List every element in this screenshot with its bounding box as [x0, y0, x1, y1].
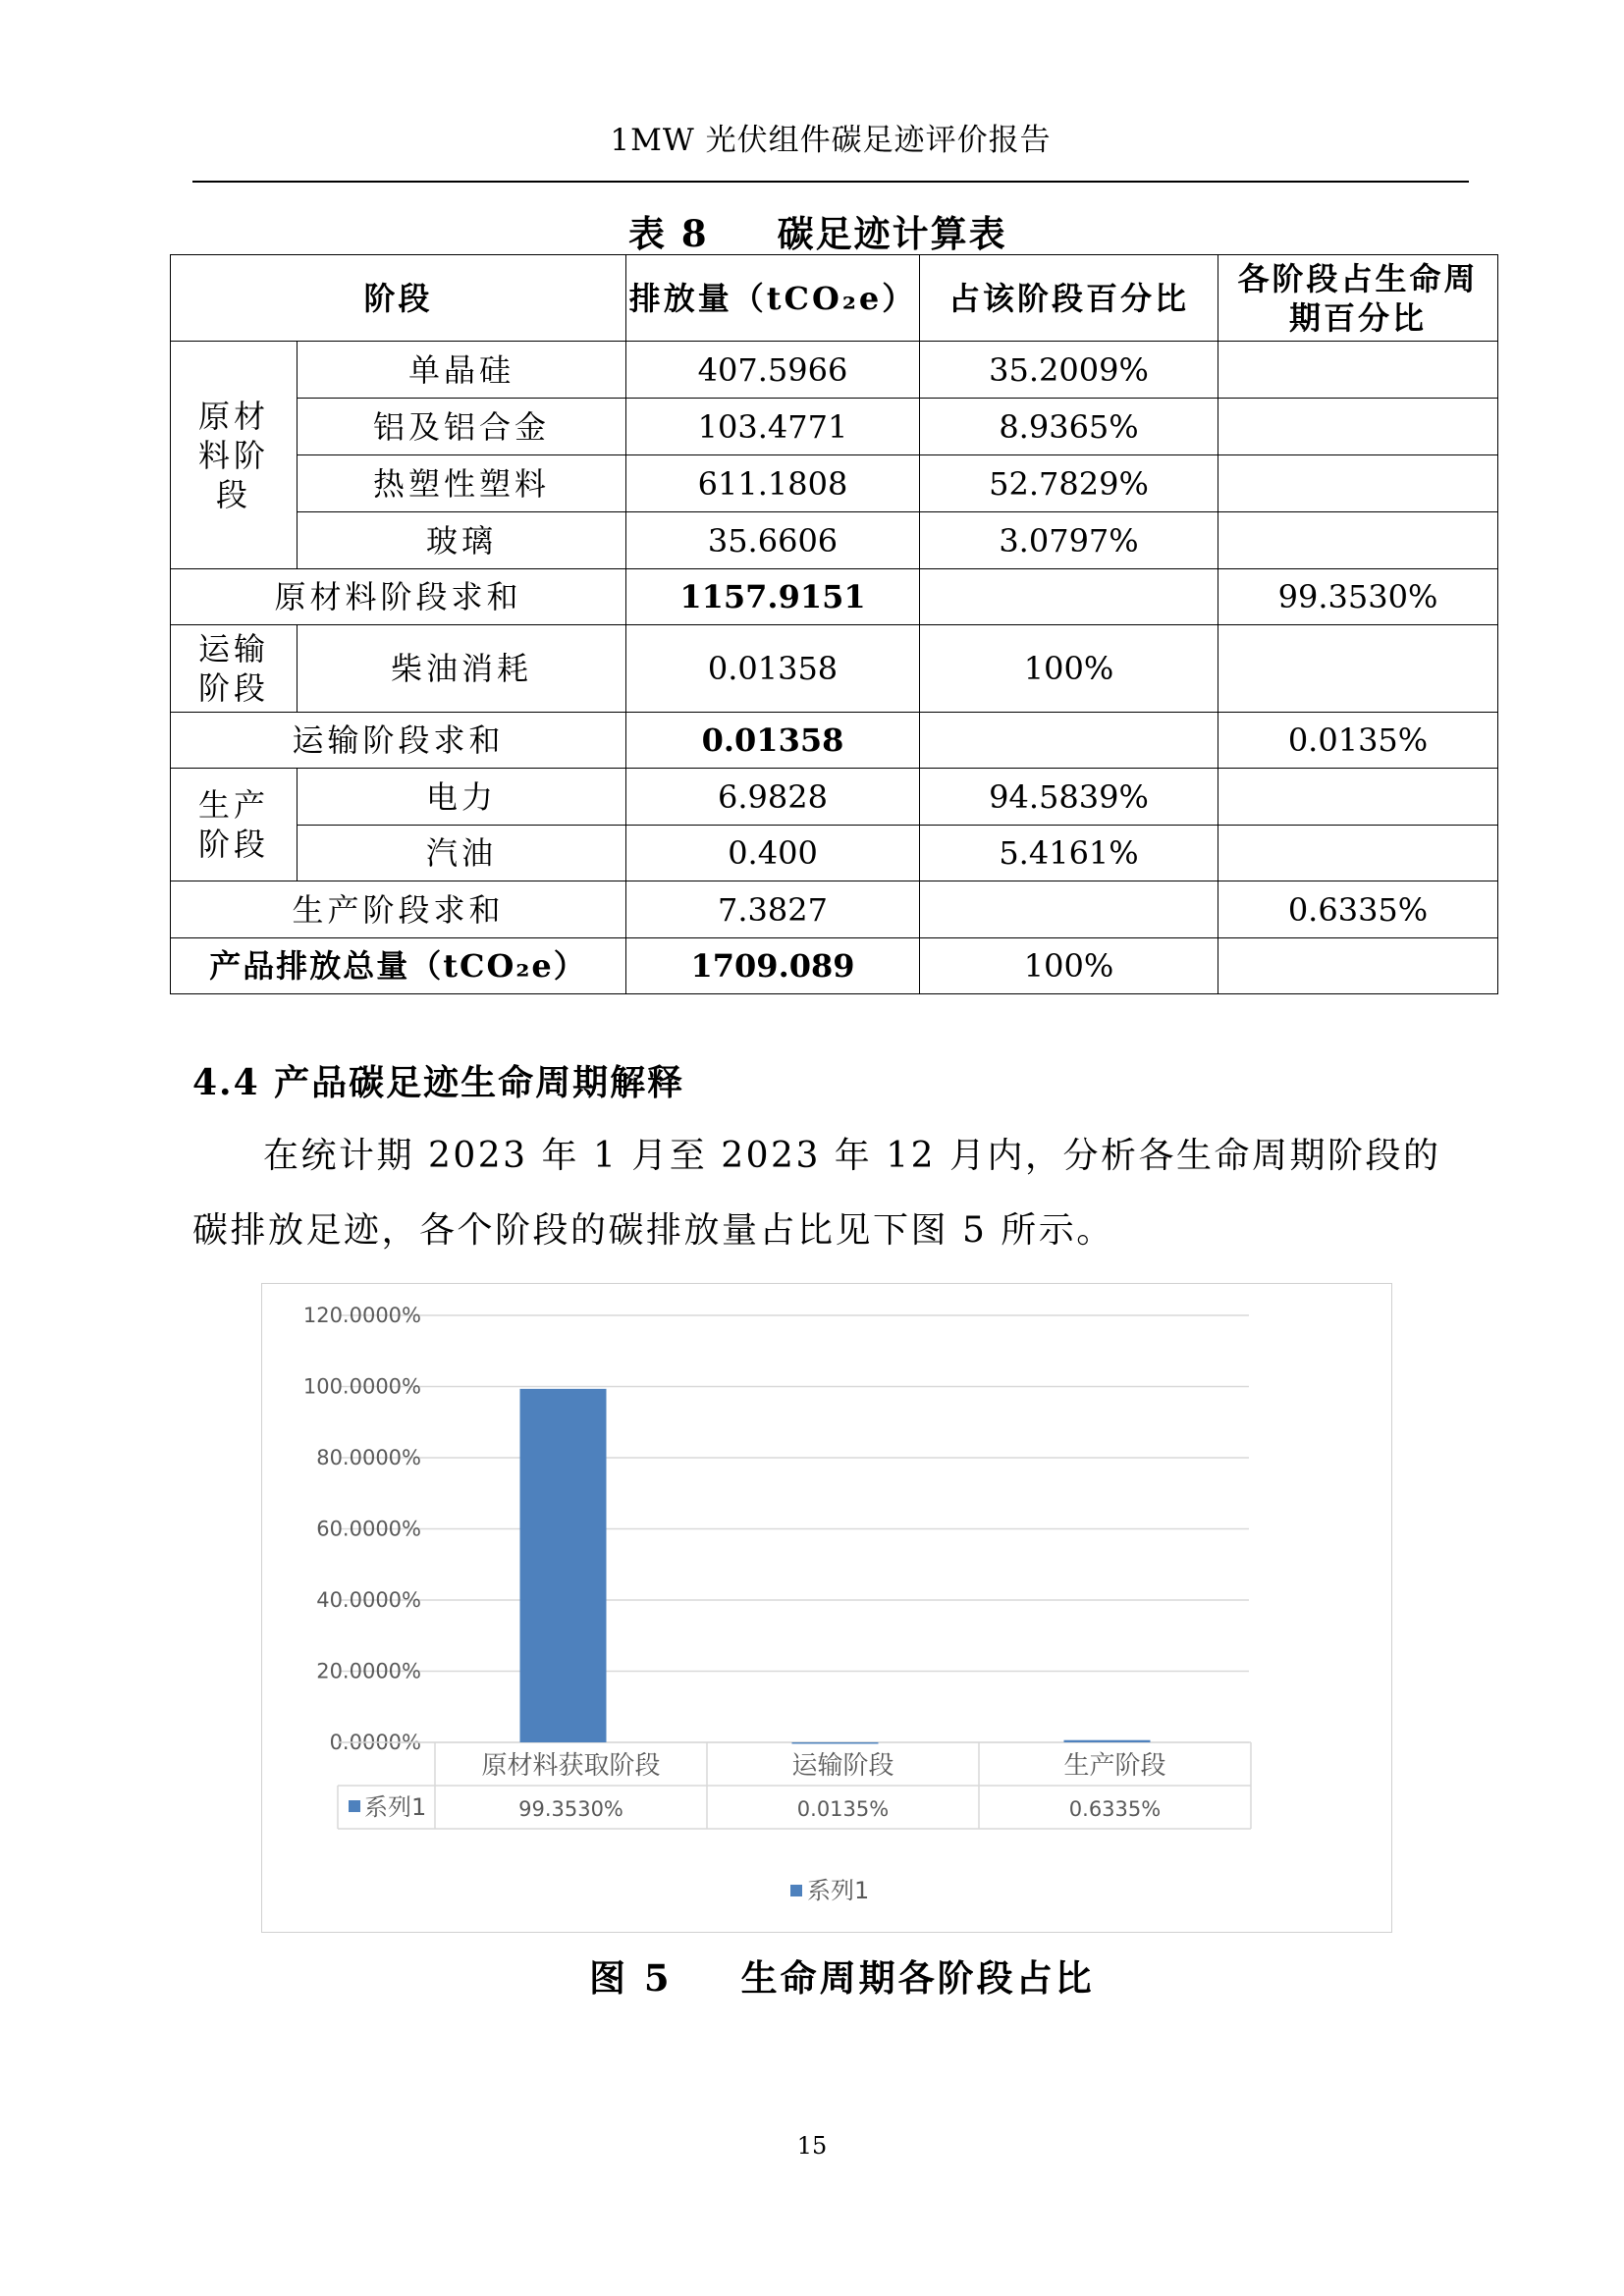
row-lifecycle [1218, 769, 1498, 826]
row-lifecycle [1218, 342, 1498, 399]
row-emission: 35.6606 [626, 512, 920, 569]
subtotal-emission: 1157.9151 [626, 569, 920, 625]
x-category-label: 原材料获取阶段 [481, 1751, 661, 1781]
row-share: 94.5839% [920, 769, 1218, 826]
header-stage: 阶段 [171, 255, 626, 342]
y-tick-label: 120.0000% [302, 1304, 421, 1327]
transport-group-label: 运输 阶段 [171, 625, 298, 713]
subtotal-lifecycle: 0.0135% [1218, 713, 1498, 769]
row-emission: 103.4771 [626, 399, 920, 455]
row-share: 8.9365% [920, 399, 1218, 455]
y-tick-label: 80.0000% [316, 1446, 421, 1469]
legend-label: 系列1 [807, 1877, 870, 1904]
running-header: 1MW 光伏组件碳足迹评价报告 [610, 123, 1052, 158]
header-share-in-stage: 占该阶段百分比 [920, 255, 1218, 342]
row-lifecycle [1218, 399, 1498, 455]
row-share: 52.7829% [920, 455, 1218, 512]
row-emission: 6.9828 [626, 769, 920, 826]
body-paragraph: 在统计期 2023 年 1 月至 2023 年 12 月内，分析各生命周期阶段的碳排放足迹，各个阶段的碳排放量占比见下图 5 所示。 [192, 1136, 1441, 1251]
table-caption-title: 碳足迹计算表 [777, 212, 1007, 255]
subtotal-emission: 7.3827 [626, 881, 920, 938]
row-lifecycle [1218, 512, 1498, 569]
y-tick-label: 0.0000% [329, 1731, 421, 1754]
row-lifecycle [1218, 625, 1498, 713]
y-tick-label: 20.0000% [316, 1659, 421, 1683]
total-share: 100% [920, 938, 1218, 994]
subtotal-lifecycle: 99.3530% [1218, 569, 1498, 625]
subtotal-label: 生产阶段求和 [171, 881, 626, 938]
header-share-in-lifecycle-line1: 各阶段占生命周 [1237, 259, 1479, 297]
subtotal-row-raw-material [171, 569, 1498, 625]
raw-material-group-label: 原材 料阶 段 [171, 342, 298, 569]
carbon-footprint-table [170, 254, 1498, 994]
subtotal-lifecycle: 0.6335% [1218, 881, 1498, 938]
total-lifecycle [1218, 938, 1498, 994]
legend-swatch [790, 1885, 802, 1896]
table-caption-label: 表 8 [628, 212, 709, 255]
row-item: 单晶硅 [298, 342, 626, 399]
bar [792, 1742, 879, 1744]
table-row [171, 342, 1498, 399]
subtotal-label: 原材料阶段求和 [171, 569, 626, 625]
table-header-row [171, 255, 1498, 342]
table-row [171, 455, 1498, 512]
y-tick-label: 40.0000% [316, 1588, 421, 1612]
row-item: 热塑性塑料 [298, 455, 626, 512]
row-share: 3.0797% [920, 512, 1218, 569]
row-emission: 0.01358 [626, 625, 920, 713]
table-row [171, 399, 1498, 455]
row-lifecycle [1218, 826, 1498, 881]
table-row [171, 826, 1498, 881]
production-group-label: 生产 阶段 [171, 769, 298, 881]
bar [520, 1389, 607, 1742]
header-share-in-lifecycle [1218, 255, 1498, 342]
row-item: 柴油消耗 [298, 625, 626, 713]
subtotal-emission: 0.01358 [626, 713, 920, 769]
row-item: 玻璃 [298, 512, 626, 569]
table-caption [628, 204, 1007, 257]
row-item: 铝及铝合金 [298, 399, 626, 455]
total-row [171, 938, 1498, 994]
header-rule [192, 181, 1469, 183]
table-row [171, 769, 1498, 826]
total-emission: 1709.089 [626, 938, 920, 994]
subtotal-share [920, 713, 1218, 769]
table-row [171, 512, 1498, 569]
data-value-label: 0.0135% [796, 1797, 890, 1821]
row-emission: 407.5966 [626, 342, 920, 399]
subtotal-share [920, 569, 1218, 625]
row-item: 电力 [298, 769, 626, 826]
page-number: 15 [796, 2132, 828, 2160]
bar [1064, 1740, 1151, 1742]
data-value-label: 99.3530% [518, 1797, 623, 1821]
stage-share-chart [261, 1283, 1392, 1933]
x-category-label: 运输阶段 [791, 1751, 894, 1781]
row-share: 100% [920, 625, 1218, 713]
figure-caption [589, 1949, 1095, 2002]
x-category-label: 生产阶段 [1063, 1751, 1166, 1781]
row-emission: 611.1808 [626, 455, 920, 512]
row-share: 5.4161% [920, 826, 1218, 881]
subtotal-share [920, 881, 1218, 938]
row-item: 汽油 [298, 826, 626, 881]
subtotal-row-production [171, 881, 1498, 938]
row-lifecycle [1218, 455, 1498, 512]
y-tick-label: 60.0000% [316, 1517, 421, 1541]
data-table-series-name: 系列1 [364, 1793, 427, 1821]
y-tick-label: 100.0000% [302, 1374, 421, 1399]
figure-caption-label: 图 5 [589, 1956, 673, 2000]
table-row [171, 625, 1498, 713]
subtotal-row-transport [171, 713, 1498, 769]
data-table-series-key [349, 1800, 360, 1812]
row-emission: 0.400 [626, 826, 920, 881]
header-emission: 排放量（tCO₂e） [626, 255, 920, 342]
chart-canvas [262, 1284, 1391, 1932]
subtotal-label: 运输阶段求和 [171, 713, 626, 769]
row-share: 35.2009% [920, 342, 1218, 399]
figure-caption-title: 生命周期各阶段占比 [740, 1956, 1095, 2000]
section-heading: 4.4 产品碳足迹生命周期解释 [192, 1062, 685, 1103]
data-value-label: 0.6335% [1068, 1797, 1162, 1821]
header-share-in-lifecycle-line2: 期百分比 [1288, 298, 1427, 337]
total-label: 产品排放总量（tCO₂e） [171, 938, 626, 994]
